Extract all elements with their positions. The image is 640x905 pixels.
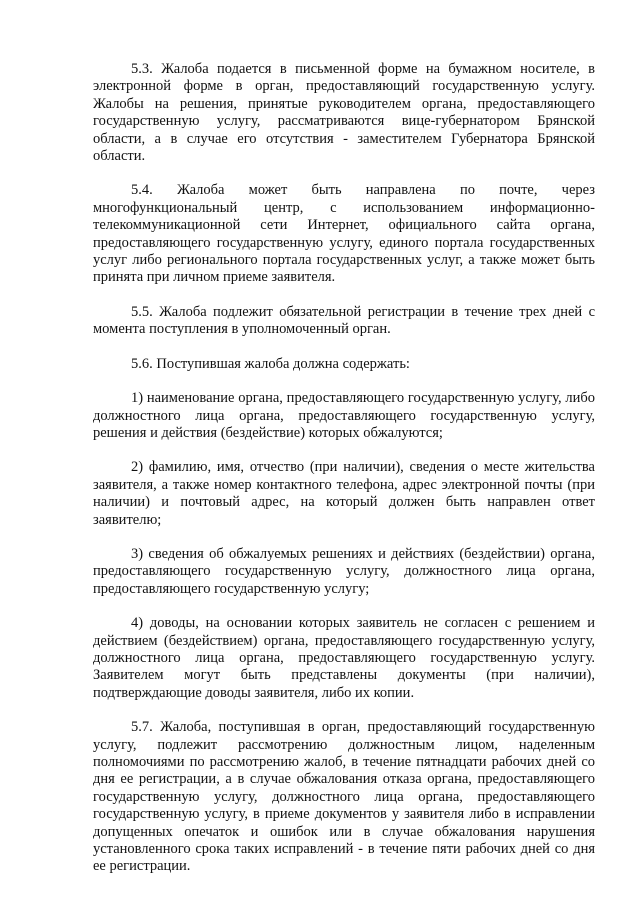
paragraph-5-3: 5.3. Жалоба подается в письменной форме на бумажном носителе, в электронной форме в орган, предоставляющий государственную услугу. Жалобы на решения, принятые руководителем органа, предоставляющего государственную услугу, рассматриваются вице-губернатором Брянской области, а в случае его отсутствия - заместителем Губернатора Брянской области. [93, 61, 595, 165]
list-item-1: 1) наименование органа, предоставляющего государственную услугу, либо должностного лица органа, предоставляющего государственную услугу, решения и действия (бездействие) которых обжалуются; [93, 390, 595, 441]
paragraph-5-4: 5.4. Жалоба может быть направлена по почте, через многофункциональный центр, с использованием информационно-телекоммуникационной сети Интернет, официального сайта органа, предоставляющего государственную услугу, единого портала государственных услуг либо регионального портала государственных услуг, а также может быть принята при личном приеме заявителя. [93, 182, 595, 286]
list-item-4: 4) доводы, на основании которых заявитель не согласен с решением и действием (бездействием) органа, предоставляющего государственную услугу, должностного лица органа, предоставляющего государственную услугу. Заявителем могут быть представлены документы (при наличии), подтверждающие доводы заявителя, либо их копии. [93, 615, 595, 701]
document-body [93, 61, 595, 893]
paragraph-5-6: 5.6. Поступившая жалоба должна содержать: [131, 355, 410, 372]
paragraph-5-7: 5.7. Жалоба, поступившая в орган, предоставляющий государственную услугу, подлежит рассмотрению должностным лицом, наделенным полномочиями по рассмотрению жалоб, в течение пятнадцати рабочих дней со дня ее регистрации, а в случае обжалования отказа органа, предоставляющего государственную услугу, должностного лица органа, предоставляющего государственную услугу, в приеме документов у заявителя либо в исправлении допущенных опечаток и ошибок или в случае обжалования нарушения установленного срока таких исправлений - в течение пяти рабочих дней со дня ее регистрации. [93, 719, 595, 875]
list-item-2: 2) фамилию, имя, отчество (при наличии), сведения о месте жительства заявителя, а также номер контактного телефона, адрес электронной почты (при наличии) и почтовый адрес, на который должен быть направлен ответ заявителю; [93, 459, 595, 528]
paragraph-5-5: 5.5. Жалоба подлежит обязательной регистрации в течение трех дней с момента поступления в уполномоченный орган. [93, 303, 595, 338]
list-item-3: 3) сведения об обжалуемых решениях и действиях (бездействии) органа, предоставляющего государственную услугу, должностного лица органа, предоставляющего государственную услугу; [93, 545, 595, 597]
